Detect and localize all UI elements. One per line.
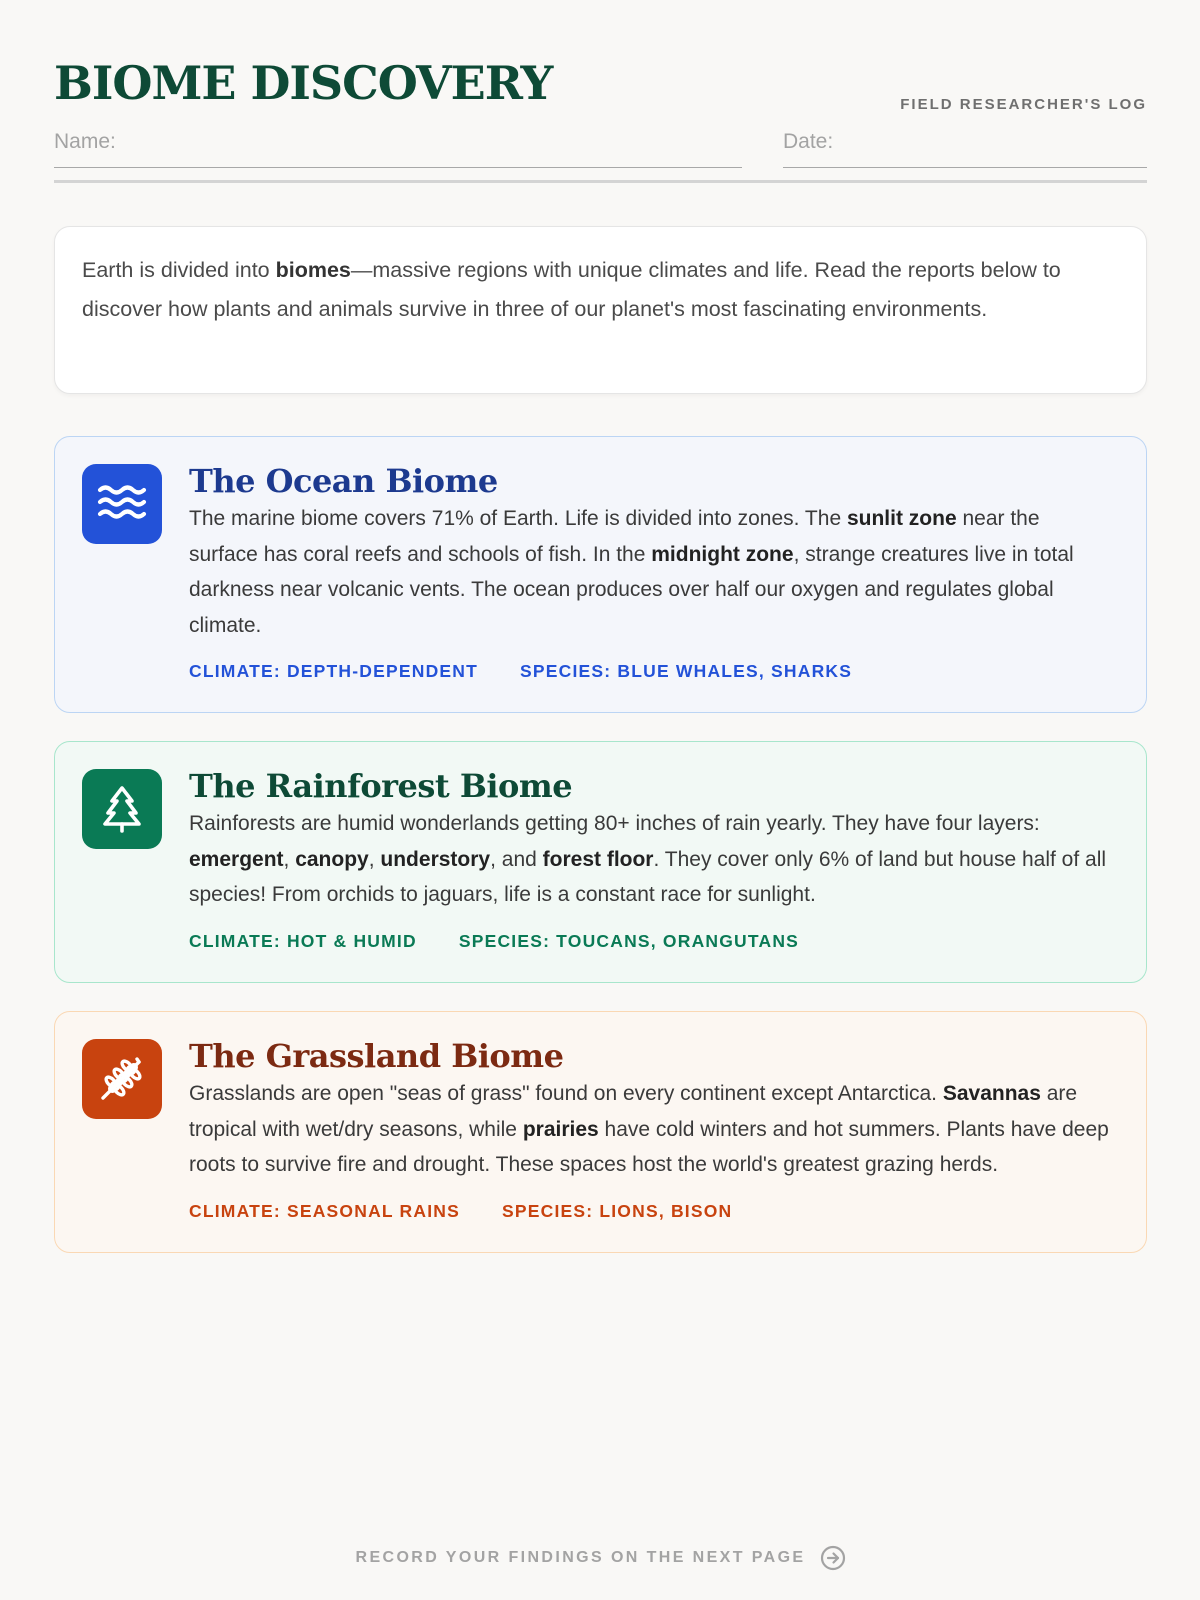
arrow-right-circle-icon[interactable] bbox=[820, 1545, 846, 1571]
page-title: BIOME DISCOVERY bbox=[54, 56, 553, 110]
header-divider bbox=[54, 180, 1147, 183]
name-field[interactable] bbox=[54, 128, 742, 168]
intro-text-continued: —massive regions with unique climates and life. Read the reports below to discover how plants and animals survive in three of our planet's most fascinating environments. bbox=[82, 258, 1061, 321]
climate-tag: CLIMATE: SEASONAL RAINS bbox=[189, 1200, 460, 1221]
grassland-card-title: The Grassland Biome bbox=[189, 1037, 564, 1075]
intro-keyword: biomes bbox=[275, 258, 351, 282]
species-tag: SPECIES: LIONS, BISON bbox=[502, 1200, 733, 1221]
rainforest-card-title: The Rainforest Biome bbox=[189, 767, 573, 805]
page-subtitle: FIELD RESEARCHER'S LOG bbox=[900, 96, 1147, 113]
ocean-card-text: The marine biome covers 71% of Earth. Life is divided into zones. The sunlit zone near the surface has coral reefs and schools of fish. In the midnight zone, strange creatures live in total darkness near volcanic vents. The ocean produces over half our oxygen and regulates global climate. bbox=[189, 507, 1074, 637]
intro-box bbox=[54, 226, 1147, 394]
ocean-biome-card bbox=[54, 436, 1147, 713]
worksheet-page bbox=[54, 0, 1147, 1600]
waves-icon bbox=[82, 464, 162, 544]
name-label: Name: bbox=[54, 130, 116, 153]
wheat-icon bbox=[82, 1039, 162, 1119]
rainforest-biome-card bbox=[54, 741, 1147, 983]
date-label: Date: bbox=[783, 130, 834, 153]
date-field[interactable] bbox=[783, 128, 1147, 168]
ocean-card-title: The Ocean Biome bbox=[189, 462, 498, 500]
grassland-tags bbox=[189, 1201, 1109, 1222]
header bbox=[54, 56, 1147, 186]
grassland-card-text: Grasslands are open "seas of grass" found on every continent except Antarctica. Savannas are tropical with wet/dry seasons, while prairies have cold winters and hot summers. Plants have deep roots to survive fire and drought. These spaces host the world's greatest grazing herds. bbox=[189, 1082, 1109, 1176]
intro-text: Earth is divided into bbox=[82, 258, 276, 282]
rainforest-tags bbox=[189, 931, 1109, 952]
grassland-biome-card bbox=[54, 1011, 1147, 1253]
footer-text: RECORD YOUR FINDINGS ON THE NEXT PAGE bbox=[355, 1549, 806, 1566]
climate-tag: CLIMATE: HOT & HUMID bbox=[189, 930, 417, 951]
climate-tag: CLIMATE: DEPTH-DEPENDENT bbox=[189, 661, 479, 681]
rainforest-card-text: Rainforests are humid wonderlands getting 80+ inches of rain yearly. They have four layers: emergent, canopy, understory, and forest floor. They cover only 6% of land but house half of all species! From orchids to jaguars, life is a constant race for sunlight. bbox=[189, 812, 1107, 906]
species-tag: SPECIES: BLUE WHALES, SHARKS bbox=[520, 661, 853, 681]
tree-icon bbox=[82, 769, 162, 849]
ocean-tags bbox=[189, 661, 1109, 682]
footer bbox=[54, 1545, 1147, 1571]
species-tag: SPECIES: TOUCANS, ORANGUTANS bbox=[458, 930, 800, 951]
